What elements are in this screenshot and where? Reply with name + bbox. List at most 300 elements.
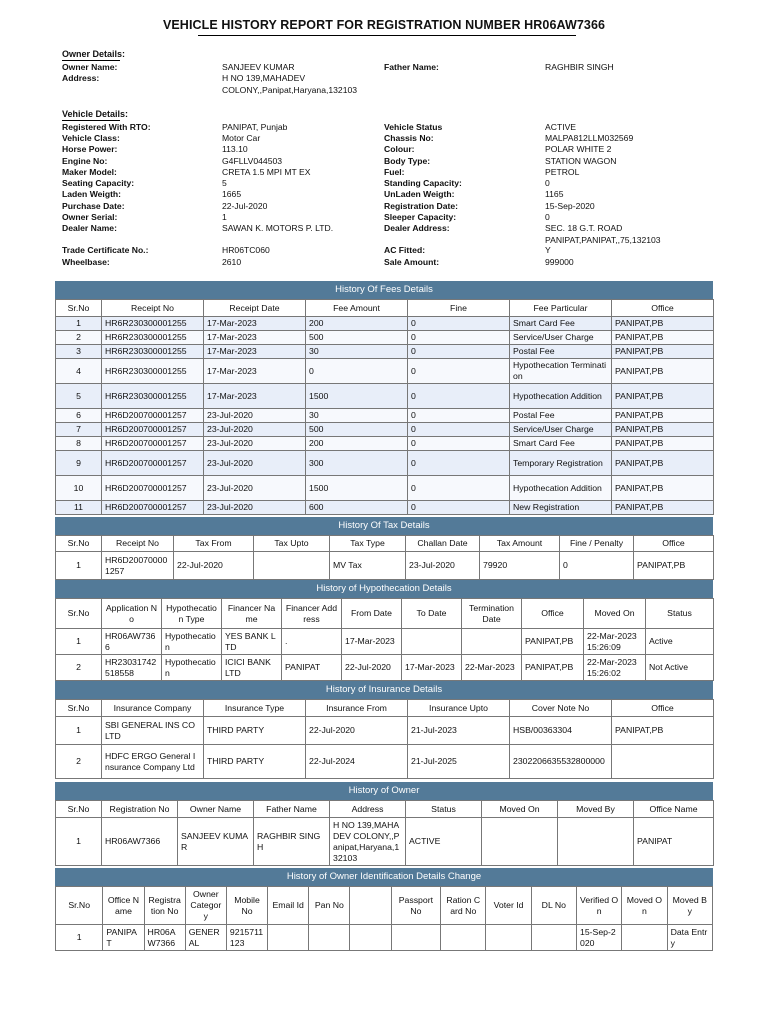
hypothecation-col-header: Moved On bbox=[584, 599, 646, 629]
hypothecation-cell: YES BANK LTD bbox=[222, 629, 282, 655]
hypothecation-heading: History of Hypothecation Details bbox=[55, 580, 713, 598]
vehicle-left-value-4: CRETA 1.5 MPI MT EX bbox=[222, 167, 311, 177]
fees-table bbox=[55, 299, 714, 515]
fees-cell: Service/User Charge bbox=[510, 423, 612, 437]
hypothecation-col-header: To Date bbox=[402, 599, 462, 629]
hypothecation-col-header: Status bbox=[646, 599, 714, 629]
fees-cell: 500 bbox=[306, 423, 408, 437]
fees-cell: 23-Jul-2020 bbox=[204, 423, 306, 437]
insurance-section bbox=[55, 681, 713, 779]
tax-col-header: Tax Amount bbox=[480, 536, 560, 552]
fees-cell: 6 bbox=[56, 409, 102, 423]
vehicle-left-value-1: Motor Car bbox=[222, 133, 261, 143]
owner_id-cell bbox=[531, 925, 576, 951]
hypothecation-col-header: Application No bbox=[102, 599, 162, 629]
vehicle-left-label-3: Engine No: bbox=[62, 156, 108, 166]
owner_history-cell: HR06AW7366 bbox=[102, 818, 178, 866]
tax-col-header: Fine / Penalty bbox=[560, 536, 634, 552]
fees-cell: 23-Jul-2020 bbox=[204, 451, 306, 476]
report-title: VEHICLE HISTORY REPORT FOR REGISTRATION NUMBER HR06AW7366 bbox=[162, 18, 606, 32]
hypothecation-col-header: Termination Date bbox=[462, 599, 522, 629]
hypothecation-col-header: Sr.No bbox=[56, 599, 102, 629]
vehicle-right-label-5: Standing Capacity: bbox=[384, 178, 462, 188]
owner_id-cell bbox=[486, 925, 531, 951]
owner_id-cell bbox=[441, 925, 486, 951]
vehicle-right-label-2: Colour: bbox=[384, 144, 415, 154]
vehicle-left-value-11: 2610 bbox=[222, 257, 242, 267]
fees-col-header: Fee Particular bbox=[510, 300, 612, 317]
fees-cell: Smart Card Fee bbox=[510, 437, 612, 451]
fees-cell: 0 bbox=[408, 437, 510, 451]
vehicle-left-value-3: G4FLLV044503 bbox=[222, 156, 283, 166]
fees-cell: 17-Mar-2023 bbox=[204, 384, 306, 409]
owner_id-col-header: Office Name bbox=[103, 887, 144, 925]
table-row bbox=[56, 925, 713, 951]
fees-cell: 5 bbox=[56, 384, 102, 409]
owner_id-cell: GENERAL bbox=[185, 925, 226, 951]
tax-col-header: Tax Upto bbox=[254, 536, 330, 552]
insurance-cell: HSB/00363304 bbox=[510, 717, 612, 745]
owner_id-col-header: Owner Category bbox=[185, 887, 226, 925]
fees-cell: HR6D200700001257 bbox=[102, 409, 204, 423]
hypothecation-cell: ICICI BANK LTD bbox=[222, 655, 282, 681]
owner_history-cell: PANIPAT bbox=[634, 818, 714, 866]
fees-cell: HR6R230300001255 bbox=[102, 317, 204, 331]
table-row bbox=[56, 818, 714, 866]
vehicle-left-label-0: Registered With RTO: bbox=[62, 122, 151, 132]
insurance-cell: SBI GENERAL INS CO LTD bbox=[102, 717, 204, 745]
fees-cell: 23-Jul-2020 bbox=[204, 437, 306, 451]
father-name-label: Father Name: bbox=[384, 62, 439, 72]
fees-cell: PANIPAT,PB bbox=[612, 437, 714, 451]
insurance-cell: THIRD PARTY bbox=[204, 745, 306, 779]
tax-cell bbox=[254, 552, 330, 580]
fees-cell: HR6D200700001257 bbox=[102, 437, 204, 451]
fees-cell: 0 bbox=[408, 423, 510, 437]
vehicle-right-label-8: Sleeper Capacity: bbox=[384, 212, 457, 222]
address-line-2: COLONY,,Panipat,Haryana,132103 bbox=[222, 85, 358, 95]
fees-cell: 0 bbox=[408, 345, 510, 359]
tax-cell: MV Tax bbox=[330, 552, 406, 580]
fees-cell: Postal Fee bbox=[510, 409, 612, 423]
owner_id-cell: HR06AW7366 bbox=[144, 925, 185, 951]
fees-cell: 3 bbox=[56, 345, 102, 359]
owner_history-col-header: Moved By bbox=[558, 801, 634, 818]
fees-cell: 23-Jul-2020 bbox=[204, 501, 306, 515]
vehicle-right-value-5: 0 bbox=[545, 178, 550, 188]
fees-cell: HR6D200700001257 bbox=[102, 423, 204, 437]
insurance-heading: History of Insurance Details bbox=[55, 681, 713, 699]
owner-history-section bbox=[55, 782, 713, 866]
fees-cell: 2 bbox=[56, 331, 102, 345]
insurance-col-header: Insurance Type bbox=[204, 700, 306, 717]
owner_history-col-header: Status bbox=[406, 801, 482, 818]
vehicle-left-label-2: Horse Power: bbox=[62, 144, 118, 154]
fees-cell: 0 bbox=[408, 331, 510, 345]
hypothecation-cell: PANIPAT bbox=[282, 655, 342, 681]
owner_id-col-header: Moved On bbox=[622, 887, 667, 925]
vehicle-right-label-11: AC Fitted: bbox=[384, 245, 426, 255]
tax-col-header: Tax Type bbox=[330, 536, 406, 552]
tax-heading: History Of Tax Details bbox=[55, 517, 713, 535]
table-row bbox=[56, 717, 714, 745]
table-row bbox=[56, 476, 714, 501]
tax-cell: 1 bbox=[56, 552, 102, 580]
vehicle-right-label-7: Registration Date: bbox=[384, 201, 459, 211]
insurance-col-header: Office bbox=[612, 700, 714, 717]
fees-cell: 500 bbox=[306, 331, 408, 345]
fees-heading: History Of Fees Details bbox=[55, 281, 713, 299]
owner_history-col-header: Moved On bbox=[482, 801, 558, 818]
owner_id-col-header: Email Id bbox=[268, 887, 309, 925]
vehicle-details-heading: Vehicle Details: bbox=[62, 109, 129, 119]
vehicle-right-value-0: ACTIVE bbox=[545, 122, 577, 132]
address-line-1: H NO 139,MAHADEV bbox=[222, 73, 306, 83]
fees-cell: HR6D200700001257 bbox=[102, 451, 204, 476]
fees-cell: 23-Jul-2020 bbox=[204, 409, 306, 423]
vehicle-left-value-8: 1 bbox=[222, 212, 227, 222]
vehicle-right-value-4: PETROL bbox=[545, 167, 580, 177]
hypothecation-cell: Active bbox=[646, 629, 714, 655]
fees-cell: HR6R230300001255 bbox=[102, 331, 204, 345]
vehicle-left-label-4: Maker Model: bbox=[62, 167, 117, 177]
fees-cell: 30 bbox=[306, 409, 408, 423]
fees-cell: 0 bbox=[408, 501, 510, 515]
tax-table bbox=[55, 535, 714, 580]
vehicle-left-value-10: HR06TC060 bbox=[222, 245, 270, 255]
fees-cell: PANIPAT,PB bbox=[612, 331, 714, 345]
hypothecation-cell bbox=[462, 629, 522, 655]
owner_history-cell: H NO 139,MAHADEV COLONY,,Panipat,Haryana,132103 bbox=[330, 818, 406, 866]
insurance-cell: 2302206635532800000 bbox=[510, 745, 612, 779]
insurance-cell: 22-Jul-2024 bbox=[306, 745, 408, 779]
vehicle-right-label-1: Chassis No: bbox=[384, 133, 434, 143]
fees-cell: 0 bbox=[306, 359, 408, 384]
insurance-header-row bbox=[56, 700, 714, 717]
vehicle-left-value-9: SAWAN K. MOTORS P. LTD. bbox=[222, 223, 334, 233]
hypothecation-cell bbox=[402, 629, 462, 655]
hypothecation-cell: 17-Mar-2023 bbox=[402, 655, 462, 681]
hypothecation-cell: Not Active bbox=[646, 655, 714, 681]
table-row bbox=[56, 423, 714, 437]
hypothecation-col-header: Financer Address bbox=[282, 599, 342, 629]
vehicle-right-value-2: POLAR WHITE 2 bbox=[545, 144, 612, 154]
vehicle-right-value-10: PANIPAT,PANIPAT,,75,132103 bbox=[545, 235, 661, 245]
fees-cell: Hypothecation Termination bbox=[510, 359, 612, 384]
vehicle-right-value-8: 0 bbox=[545, 212, 550, 222]
table-row bbox=[56, 359, 714, 384]
vehicle-right-label-4: Fuel: bbox=[384, 167, 405, 177]
hypothecation-cell: Hypothecation bbox=[162, 655, 222, 681]
tax-cell: 22-Jul-2020 bbox=[174, 552, 254, 580]
tax-header-row bbox=[56, 536, 714, 552]
fees-cell: PANIPAT,PB bbox=[612, 501, 714, 515]
vehicle-right-value-1: MALPA812LLM032569 bbox=[545, 133, 634, 143]
title-underline bbox=[198, 35, 576, 36]
fees-cell: PANIPAT,PB bbox=[612, 359, 714, 384]
fees-cell: 7 bbox=[56, 423, 102, 437]
fees-col-header: Fee Amount bbox=[306, 300, 408, 317]
hypothecation-cell: . bbox=[282, 629, 342, 655]
fees-col-header: Sr.No bbox=[56, 300, 102, 317]
vehicle-right-label-6: UnLaden Weigth: bbox=[384, 189, 455, 199]
vehicle-right-label-0: Vehicle Status bbox=[384, 122, 443, 132]
owner-history-table bbox=[55, 800, 714, 866]
fees-cell: 17-Mar-2023 bbox=[204, 331, 306, 345]
tax-cell: HR6D200700001257 bbox=[102, 552, 174, 580]
vehicle-left-label-9: Dealer Name: bbox=[62, 223, 117, 233]
tax-col-header: Office bbox=[634, 536, 714, 552]
vehicle-right-value-12: 999000 bbox=[545, 257, 574, 267]
hypothecation-col-header: Office bbox=[522, 599, 584, 629]
owner_id-cell bbox=[268, 925, 309, 951]
hypothecation-header-row bbox=[56, 599, 714, 629]
fees-cell: PANIPAT,PB bbox=[612, 423, 714, 437]
tax-cell: PANIPAT,PB bbox=[634, 552, 714, 580]
vehicle-left-label-8: Owner Serial: bbox=[62, 212, 118, 222]
address-label: Address: bbox=[62, 73, 100, 83]
vehicle-left-value-6: 1665 bbox=[222, 189, 242, 199]
hypothecation-col-header: Hypothecation Type bbox=[162, 599, 222, 629]
owner-details-heading: Owner Details: bbox=[62, 49, 126, 59]
fees-col-header: Fine bbox=[408, 300, 510, 317]
fees-cell: Postal Fee bbox=[510, 345, 612, 359]
owner_history-col-header: Address bbox=[330, 801, 406, 818]
owner-id-table bbox=[55, 886, 713, 951]
vehicle-right-label-12: Sale Amount: bbox=[384, 257, 440, 267]
owner_history-cell: RAGHBIR SINGH bbox=[254, 818, 330, 866]
owner_id-cell bbox=[391, 925, 440, 951]
owner_history-cell: SANJEEV KUMAR bbox=[178, 818, 254, 866]
vehicle-left-value-5: 5 bbox=[222, 178, 227, 188]
insurance-cell: PANIPAT,PB bbox=[612, 717, 714, 745]
hypothecation-cell: HR23031742518558 bbox=[102, 655, 162, 681]
vehicle-right-value-3: STATION WAGON bbox=[545, 156, 617, 166]
fees-cell: 17-Mar-2023 bbox=[204, 359, 306, 384]
hypothecation-cell: 1 bbox=[56, 629, 102, 655]
vehicle-left-label-5: Seating Capacity: bbox=[62, 178, 135, 188]
owner_id-col-header: Ration Card No bbox=[441, 887, 486, 925]
owner_id-col-header: Registration No bbox=[144, 887, 185, 925]
hypothecation-section bbox=[55, 580, 713, 681]
fees-cell: New Registration bbox=[510, 501, 612, 515]
table-row bbox=[56, 552, 714, 580]
hypothecation-cell: 17-Mar-2023 bbox=[342, 629, 402, 655]
owner_history-cell bbox=[558, 818, 634, 866]
hypothecation-table bbox=[55, 598, 714, 681]
vehicle-heading-underline bbox=[62, 120, 120, 121]
insurance-table bbox=[55, 699, 714, 779]
fees-col-header: Office bbox=[612, 300, 714, 317]
owner_history-cell: 1 bbox=[56, 818, 102, 866]
fees-cell: 10 bbox=[56, 476, 102, 501]
owner-name-label: Owner Name: bbox=[62, 62, 118, 72]
fees-cell: 0 bbox=[408, 409, 510, 423]
table-row bbox=[56, 451, 714, 476]
table-row bbox=[56, 331, 714, 345]
owner_id-col-header: Voter Id bbox=[486, 887, 531, 925]
hypothecation-cell: 22-Mar-2023 bbox=[462, 655, 522, 681]
owner_id-col-header: Mobile No bbox=[226, 887, 267, 925]
insurance-cell: 21-Jul-2023 bbox=[408, 717, 510, 745]
vehicle-right-value-7: 15-Sep-2020 bbox=[545, 201, 595, 211]
tax-col-header: Sr.No bbox=[56, 536, 102, 552]
vehicle-right-value-11: Y bbox=[545, 245, 551, 255]
fees-cell: 0 bbox=[408, 451, 510, 476]
vehicle-right-value-9: SEC. 18 G.T. ROAD bbox=[545, 223, 623, 233]
fees-cell: PANIPAT,PB bbox=[612, 317, 714, 331]
table-row bbox=[56, 501, 714, 515]
vehicle-left-value-2: 113.10 bbox=[222, 144, 248, 154]
vehicle-left-label-7: Purchase Date: bbox=[62, 201, 125, 211]
owner_history-cell: ACTIVE bbox=[406, 818, 482, 866]
fees-cell: 4 bbox=[56, 359, 102, 384]
vehicle-left-label-11: Wheelbase: bbox=[62, 257, 110, 267]
fees-cell: PANIPAT,PB bbox=[612, 451, 714, 476]
vehicle-left-value-0: PANIPAT, Punjab bbox=[222, 122, 288, 132]
table-row bbox=[56, 437, 714, 451]
owner_id-header-row bbox=[56, 887, 713, 925]
owner-id-section bbox=[55, 868, 713, 951]
insurance-cell: THIRD PARTY bbox=[204, 717, 306, 745]
owner_history-col-header: Office Name bbox=[634, 801, 714, 818]
vehicle-left-label-6: Laden Weigth: bbox=[62, 189, 122, 199]
fees-cell: PANIPAT,PB bbox=[612, 384, 714, 409]
fees-cell: 8 bbox=[56, 437, 102, 451]
vehicle-left-label-10: Trade Certificate No.: bbox=[62, 245, 149, 255]
fees-section bbox=[55, 281, 713, 515]
owner_id-col-header: Sr.No bbox=[56, 887, 103, 925]
owner_id-col-header bbox=[350, 887, 391, 925]
owner_id-cell: 15-Sep-2020 bbox=[576, 925, 621, 951]
fees-cell: Hypothecation Addition bbox=[510, 384, 612, 409]
fees-cell: HR6R230300001255 bbox=[102, 384, 204, 409]
tax-col-header: Challan Date bbox=[406, 536, 480, 552]
hypothecation-cell: PANIPAT,PB bbox=[522, 629, 584, 655]
hypothecation-cell: 22-Mar-2023 15:26:02 bbox=[584, 655, 646, 681]
owner_id-cell: PANIPAT bbox=[103, 925, 144, 951]
vehicle-right-label-9: Dealer Address: bbox=[384, 223, 450, 233]
table-row bbox=[56, 409, 714, 423]
owner_history-col-header: Father Name bbox=[254, 801, 330, 818]
insurance-cell: 1 bbox=[56, 717, 102, 745]
vehicle-left-value-7: 22-Jul-2020 bbox=[222, 201, 268, 211]
vehicle-left-label-1: Vehicle Class: bbox=[62, 133, 120, 143]
insurance-cell: HDFC ERGO General Insurance Company Ltd bbox=[102, 745, 204, 779]
fees-cell: 1500 bbox=[306, 476, 408, 501]
owner_history-cell bbox=[482, 818, 558, 866]
fees-cell: 0 bbox=[408, 317, 510, 331]
owner_history-header-row bbox=[56, 801, 714, 818]
fees-cell: Temporary Registration bbox=[510, 451, 612, 476]
vehicle-right-value-6: 1165 bbox=[545, 189, 564, 199]
fees-cell: 0 bbox=[408, 359, 510, 384]
owner_history-col-header: Owner Name bbox=[178, 801, 254, 818]
fees-cell: 9 bbox=[56, 451, 102, 476]
insurance-col-header: Insurance Company bbox=[102, 700, 204, 717]
fees-cell: 23-Jul-2020 bbox=[204, 476, 306, 501]
fees-cell: HR6D200700001257 bbox=[102, 501, 204, 515]
insurance-cell bbox=[612, 745, 714, 779]
owner_history-col-header: Sr.No bbox=[56, 801, 102, 818]
hypothecation-cell: HR06AW7366 bbox=[102, 629, 162, 655]
owner_id-col-header: Pan No bbox=[309, 887, 350, 925]
tax-section bbox=[55, 517, 713, 580]
owner_id-col-header: Passport No bbox=[391, 887, 440, 925]
fees-header-row bbox=[56, 300, 714, 317]
owner_id-cell: 1 bbox=[56, 925, 103, 951]
owner-id-heading: History of Owner Identification Details Change bbox=[55, 868, 713, 886]
fees-cell: Smart Card Fee bbox=[510, 317, 612, 331]
owner-history-heading: History of Owner bbox=[55, 782, 713, 800]
fees-cell: 17-Mar-2023 bbox=[204, 345, 306, 359]
hypothecation-col-header: From Date bbox=[342, 599, 402, 629]
insurance-col-header: Insurance From bbox=[306, 700, 408, 717]
fees-cell: PANIPAT,PB bbox=[612, 476, 714, 501]
owner_id-cell bbox=[350, 925, 391, 951]
hypothecation-cell: 22-Jul-2020 bbox=[342, 655, 402, 681]
vehicle-right-label-3: Body Type: bbox=[384, 156, 431, 166]
table-row bbox=[56, 345, 714, 359]
tax-cell: 79920 bbox=[480, 552, 560, 580]
table-row bbox=[56, 629, 714, 655]
insurance-cell: 21-Jul-2025 bbox=[408, 745, 510, 779]
owner_history-col-header: Registration No bbox=[102, 801, 178, 818]
insurance-cell: 22-Jul-2020 bbox=[306, 717, 408, 745]
father-name-value: RAGHBIR SINGH bbox=[545, 62, 614, 72]
tax-cell: 23-Jul-2020 bbox=[406, 552, 480, 580]
fees-cell: 30 bbox=[306, 345, 408, 359]
fees-cell: HR6D200700001257 bbox=[102, 476, 204, 501]
owner_id-cell bbox=[622, 925, 667, 951]
table-row bbox=[56, 745, 714, 779]
table-row bbox=[56, 317, 714, 331]
hypothecation-cell: PANIPAT,PB bbox=[522, 655, 584, 681]
fees-cell: 600 bbox=[306, 501, 408, 515]
fees-cell: HR6R230300001255 bbox=[102, 345, 204, 359]
fees-cell: 0 bbox=[408, 476, 510, 501]
insurance-cell: 2 bbox=[56, 745, 102, 779]
fees-col-header: Receipt No bbox=[102, 300, 204, 317]
fees-col-header: Receipt Date bbox=[204, 300, 306, 317]
fees-cell: 0 bbox=[408, 384, 510, 409]
fees-cell: 200 bbox=[306, 437, 408, 451]
hypothecation-col-header: Financer Name bbox=[222, 599, 282, 629]
fees-cell: HR6R230300001255 bbox=[102, 359, 204, 384]
fees-cell: Service/User Charge bbox=[510, 331, 612, 345]
fees-cell: 200 bbox=[306, 317, 408, 331]
hypothecation-cell: 22-Mar-2023 15:26:09 bbox=[584, 629, 646, 655]
owner_id-cell: 9215711123 bbox=[226, 925, 267, 951]
fees-cell: PANIPAT,PB bbox=[612, 345, 714, 359]
fees-cell: PANIPAT,PB bbox=[612, 409, 714, 423]
tax-col-header: Receipt No bbox=[102, 536, 174, 552]
insurance-col-header: Sr.No bbox=[56, 700, 102, 717]
owner-name-value: SANJEEV KUMAR bbox=[222, 62, 295, 72]
hypothecation-cell: 2 bbox=[56, 655, 102, 681]
owner_id-cell bbox=[309, 925, 350, 951]
fees-cell: 17-Mar-2023 bbox=[204, 317, 306, 331]
owner-heading-underline bbox=[62, 60, 120, 61]
fees-cell: 300 bbox=[306, 451, 408, 476]
fees-cell: 1500 bbox=[306, 384, 408, 409]
table-row bbox=[56, 384, 714, 409]
owner_id-cell: Data Entry bbox=[667, 925, 712, 951]
insurance-col-header: Cover Note No bbox=[510, 700, 612, 717]
owner_id-col-header: DL No bbox=[531, 887, 576, 925]
hypothecation-cell: Hypothecation bbox=[162, 629, 222, 655]
insurance-col-header: Insurance Upto bbox=[408, 700, 510, 717]
